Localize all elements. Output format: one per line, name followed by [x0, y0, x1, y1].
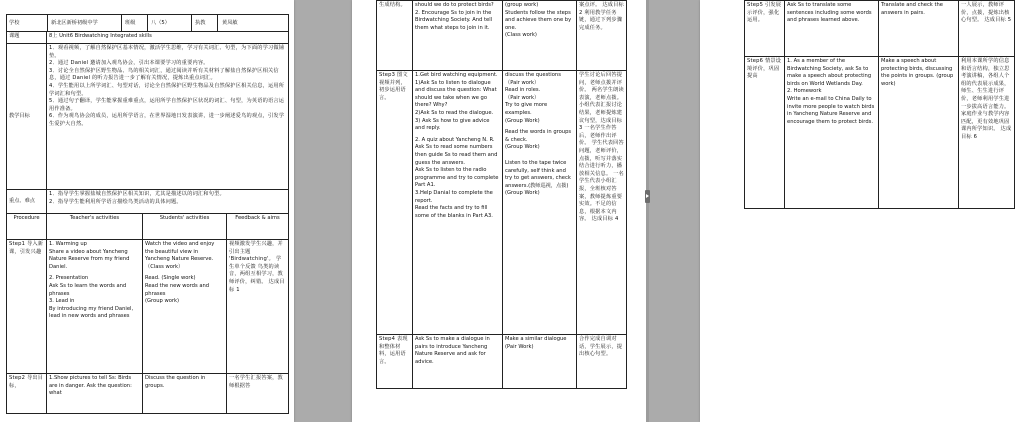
key-point-item: 2．指导学生能利用所学语言描绘鸟类活动的具体问题。	[49, 198, 182, 205]
step3-teacher-line: 1)Ask Ss to listen to dialogue and discuss the question: What should we take when we go there? Why?	[415, 79, 497, 109]
step1-teacher-line: By introducing my friend Daniel, lead in new words and phrases	[49, 305, 134, 320]
step3-teacher-line: Read the facts and try to fill some of the blanks in Part A3.	[415, 205, 493, 219]
step3-teacher-line: Ask Ss to listen to the radio programme and try to complete Part A1.	[415, 167, 499, 189]
document-page-1	[0, 0, 294, 422]
objectives-list	[47, 44, 289, 190]
step4-teacher: Ask Ss to make a dialogue in pairs to introduce Yancheng Nature Reserve and ask for advice.	[413, 335, 503, 389]
step2-cont-teacher-line: should we do to protect birds?	[415, 2, 494, 8]
step6-teacher-line: 1. As a member of the Birdwatching Society, ask Ss to make a speech about protecting birds on World Wetlands Day.	[787, 58, 872, 87]
teacher-label: 执教	[192, 15, 218, 31]
step4-feedback: 合作完成自调对话，学生展示，提出核心句型。	[577, 335, 627, 389]
grade-value: 八（5）	[148, 15, 192, 31]
key-point-item: 1．指导学生掌握盐城自然保护区相关知识，尤其是描述以的词汇和句型。	[49, 191, 225, 197]
step6-students: Make a speech about protecting birds, discussing the points in groups. (group work)	[879, 57, 959, 209]
collapse-handle[interactable]	[645, 190, 650, 203]
step1-students	[143, 240, 227, 374]
step3-students-line: discuss the questions （Pair work）	[505, 72, 561, 86]
step3-teacher-line: 1.Get bird watching equipment.	[415, 72, 498, 78]
step6-teacher-line: 2. Homework	[787, 88, 822, 95]
step6-feedback: 利用本课所学的信息和语言结构，独立思考演讲稿，各组人个组的代表展示成果，师生、生生进行评价，老师利用学生进一步拔高语言能力。 家庭作业与教学内容匹配，更有效地巩固课内所学知识。 达成目标 6	[959, 57, 1015, 209]
step1-students-line: Read. (Single work)	[145, 275, 196, 282]
step3-teacher-line: Ask Ss to read some numbers then guide Ss to read them and guess the answers.	[415, 144, 498, 166]
objective-item: 2．通过 Daniel 邀请加入观鸟协会，引出本课要学习的重要内容。	[49, 60, 209, 67]
grade-label: 班级	[122, 15, 148, 31]
step1-students-line: Read the new words and phrases	[145, 282, 210, 297]
lesson-plan-table-final	[744, 0, 1015, 209]
step1-teacher	[47, 240, 143, 374]
step1-students-line: （Class work）	[145, 263, 184, 270]
topic-label: 课题	[7, 32, 47, 44]
school-name: 新北区新桥初级中学	[48, 15, 122, 31]
objectives-label: 教学目标	[7, 44, 47, 190]
objective-item: 1．观看视频，了解自然保护区基本情况，激活学生思维，学习有关词汇、句型，为下面的学习做铺垫。	[49, 45, 285, 59]
step4-students: Make a similar dialogue (Pair Work)	[503, 335, 577, 389]
step2-students: Discuss the question in groups.	[143, 374, 227, 414]
step5-label: Step5 引发展示评价，强化运用。	[745, 1, 785, 57]
document-page-3	[700, 0, 1024, 422]
step2-cont-students-line: (group work)	[505, 2, 539, 8]
key-points-label: 重点、难点	[7, 190, 47, 214]
step3-students-line: (Group Work)	[505, 190, 540, 197]
step2-cont-teacher-line: 2. Encourage Ss to join in the Birdwatching Society. And tell them what steps to join in it.	[415, 9, 493, 31]
step6-teacher	[785, 57, 879, 209]
step2-cont-feedback: 案点评。 达成目标 2 利用教学任务链，通过下列步骤完成任务。	[577, 1, 627, 71]
step3-students-line: Try to give more examples.	[505, 102, 548, 116]
step3-students-line: (Group Work)	[505, 117, 540, 124]
col-header-students: Students' activities	[143, 214, 227, 240]
step3-students-line: Listen to the tape twice carefully, self think and try to get answers, check answers.(教师巡视，点拨)	[505, 159, 571, 189]
chevron-right-icon	[646, 194, 649, 198]
step2-cont-label: 生成结构。	[377, 1, 413, 71]
col-header-procedure: Procedure	[7, 214, 47, 240]
step1-feedback: 视频激发学生兴趣，并引出主题 'Birdwatching'。 学生单个反馈 鸟类的读音，两组互相学习，教师评价，纠错。 达成目标 1	[227, 240, 289, 374]
lesson-plan-table	[6, 14, 289, 414]
step1-students-line: (Group work)	[145, 298, 180, 305]
step3-label: Step3 图文视频并列，初步运用语言。	[377, 71, 413, 335]
document-page-2	[352, 0, 646, 422]
step1-teacher-line: Share a video about Yancheng Nature Reserve from my friend Daniel.	[49, 248, 130, 270]
step3-teacher-line: 3) Ask Ss how to give advice and reply.	[415, 117, 490, 132]
step3-students-line: Read the words in groups & check.	[505, 129, 572, 143]
step3-teacher-line: 3.Help Danial to complete the report.	[415, 189, 493, 204]
step2-cont-students-line: Students follow the steps and achieve them one by one.	[505, 9, 572, 31]
lesson-plan-table-continued	[376, 0, 627, 389]
step3-students	[503, 71, 577, 335]
step2-cont-teacher	[413, 1, 503, 71]
step1-teacher-line: 2. Presentation	[49, 275, 89, 282]
step2-label: Step2 导出目标，	[7, 374, 47, 414]
step2-cont-students	[503, 1, 577, 71]
step3-students-line: Read in roles.	[505, 87, 541, 94]
objective-item: 3．讨论全自然保护区野生物品、鸟的相关词汇，通过阅读并听有关材料了解盐自然保护区相关信息，通过 Daniel 的听力报告进一步了解有关情况，提炼出重点词汇。	[49, 67, 279, 82]
col-header-teacher: Teacher's activities	[47, 214, 143, 240]
step2-cont-students-line: (Class work)	[505, 32, 537, 39]
step4-label: Step4 表现和整体材料，运用语言。	[377, 335, 413, 389]
step3-teacher-line: 2. A quiz about Yancheng N. R.	[415, 136, 495, 143]
step1-teacher-line: Ask Ss to learn the words and phrases	[49, 282, 127, 297]
step2-feedback: 一名学生汇报答案，教师根据答	[227, 374, 289, 414]
topic-value: 8上 Unit6 Birdwatching Integrated skills	[47, 32, 289, 44]
step6-label: Step6 情景设境评价，巩固提高	[745, 57, 785, 209]
step5-teacher: Ask Ss to translate some sentences including some words and phrases learned above.	[785, 1, 879, 57]
key-points-list	[47, 190, 289, 214]
step3-teacher-line: 2)Ask Ss to read the dialogue.	[415, 109, 494, 116]
step1-teacher-line: 1. Warming up	[49, 241, 87, 247]
school-label: 学校	[7, 15, 48, 31]
page-gap-scrollbar	[646, 0, 649, 422]
col-header-feedback: Feedback & aims	[227, 214, 289, 240]
step6-teacher-line: Write an e-mail to China Daily to invite more people to watch birds in Yancheng Nature Reserve and encourage them to protect birds.	[787, 95, 875, 125]
teacher-name: 黄凤敏	[222, 20, 238, 26]
step3-feedback: 学生讨论后回答提问，老师点拨并评价。 两名学生朗读表演，老师点拨。 小组代表汇报讨论结果，老师提炼建议句型，达成目标 3 一名学生作答后，老师作出评价。 学生代表回答问题，老师评价，点拨，听写并落实结合进行听力，播放相关信息。 一名学生代表小组汇报，全班核对答案，教师提炼重要实效。不足的信息，根据本文内容。 达成目标 4	[577, 71, 627, 335]
step5-feedback: 一人展示，教师评价，点拨，提炼出核心句型。 达成目标 5	[959, 1, 1015, 57]
info-row	[7, 15, 289, 32]
step1-students-line: Watch the video and enjoy the beautiful view in Yancheng Nature Reserve.	[145, 241, 215, 263]
step3-teacher	[413, 71, 503, 335]
step1-label: Step1 导入新课，引发兴趣	[7, 240, 47, 374]
objective-item: 6．作为观鸟协会的成员，运用所学语言，在世界湿地日发表演讲，进一步阐述爱鸟的观点，引发学生爱护大自然。	[49, 113, 285, 127]
objective-item: 5．通过句子翻译，学生能掌握重难重点，运用所学自然保护区状况的词汇、句型，为英语的语言运用作准备。	[49, 98, 285, 112]
objective-item: 4．学生能用以上所学词汇、句型对话，讨论全自然保护区野生物品及自然保护区相关信息，运用所学词汇和句型。	[49, 82, 285, 97]
step3-students-line: (Group Work)	[505, 144, 540, 151]
step5-students: Translate and check the answers in pairs.	[879, 1, 959, 57]
step1-teacher-line: 3. Lead in	[49, 298, 75, 305]
step3-students-line: （Pair work）	[505, 94, 540, 101]
step2-teacher: 1.Show pictures to tell Ss: Birds are in danger. Ask the question: what	[47, 374, 143, 414]
